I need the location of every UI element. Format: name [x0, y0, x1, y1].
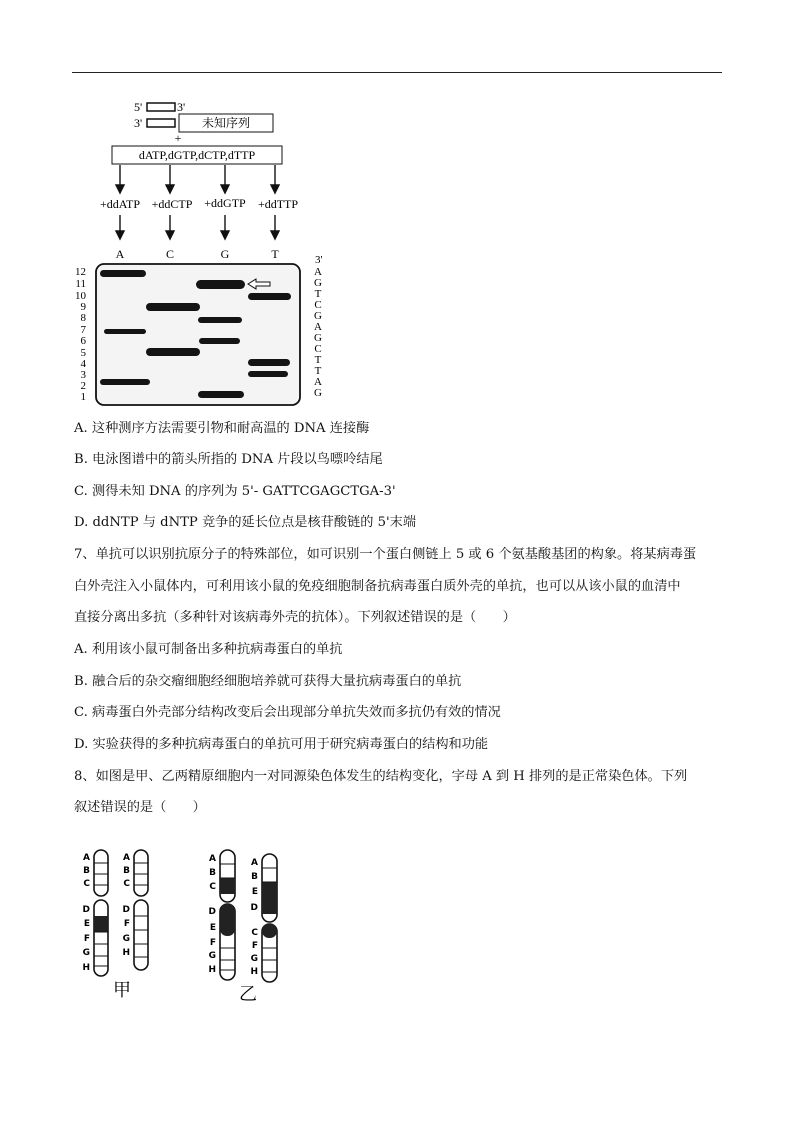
q6-option-d: D. ddNTP 与 dNTP 竞争的延长位点是核苷酸链的 5'末端 [74, 515, 417, 530]
band-c-9 [146, 303, 200, 311]
svg-text:G: G [314, 277, 322, 289]
dntp-label: dATP,dGTP,dCTP,dTTP [138, 148, 256, 162]
plus-sign: + [174, 131, 182, 145]
yi-chromosome-1 [220, 850, 235, 980]
unknown-sequence-label: 未知序列 [201, 116, 251, 130]
q7-stem-line-1: 7、单抗可以识别抗原分子的特殊部位，如可识别一个蛋白侧链上 5 或 6 个氨基酸基团的构象。将某病毒蛋 [74, 547, 697, 562]
svg-text:A: A [314, 266, 322, 278]
yi-c2-letters [250, 858, 258, 977]
svg-text:F: F [83, 934, 90, 944]
svg-text:D: D [208, 907, 216, 917]
q8-stem-line-1: 8、如图是甲、乙两精原细胞内一对同源染色体发生的结构变化，字母 A 到 H 排列的是正常染色体。下列 [74, 769, 688, 784]
svg-text:C: C [251, 928, 258, 938]
band-t-3 [248, 371, 288, 377]
chromosome-figure [76, 840, 296, 1010]
q7-option-c: C. 病毒蛋白外壳部分结构改变后会出现部分单抗失效而多抗仍有效的情况 [74, 705, 501, 720]
svg-text:H: H [122, 948, 130, 958]
svg-text:T: T [314, 365, 322, 377]
svg-text:T: T [314, 288, 322, 300]
row-numbers [75, 266, 87, 403]
svg-text:A: A [209, 854, 216, 864]
band-c-5 [146, 348, 200, 356]
lane-label-a: A [115, 247, 125, 261]
primer-3-label: 3' [177, 100, 186, 114]
svg-text:C: C [314, 299, 322, 311]
svg-text:F: F [251, 941, 258, 951]
dd-label-g: +ddGTP [204, 196, 246, 210]
svg-text:A: A [314, 376, 322, 388]
svg-text:C: C [209, 882, 216, 892]
svg-text:7: 7 [80, 324, 86, 336]
svg-text:G: G [208, 951, 216, 961]
lane-label-g: G [220, 247, 230, 261]
svg-text:9: 9 [80, 301, 86, 313]
jia-c1-letters [82, 853, 90, 973]
svg-text:G: G [314, 310, 322, 322]
svg-text:A: A [314, 321, 322, 333]
q7-option-a: A. 利用该小鼠可制备出多种抗病毒蛋白的单抗 [74, 642, 343, 657]
lane-label-c: C [165, 247, 175, 261]
svg-text:11: 11 [75, 278, 86, 290]
svg-text:C: C [83, 879, 90, 889]
right-sequence [314, 266, 322, 399]
q6-option-a: A. 这种测序方法需要引物和耐高温的 DNA 连接酶 [74, 421, 370, 436]
template-known-strand [147, 119, 175, 127]
svg-text:C: C [123, 879, 130, 889]
svg-text:H: H [250, 967, 258, 977]
right-3-label: 3' [315, 254, 323, 266]
svg-text:2: 2 [80, 380, 86, 392]
band-g-7 [199, 338, 240, 344]
svg-text:A: A [83, 853, 90, 863]
label-jia: 甲 [113, 980, 131, 1000]
svg-text:H: H [82, 963, 90, 973]
primer-strand [147, 103, 175, 111]
svg-text:10: 10 [75, 290, 86, 302]
lane-label-t: T [271, 247, 279, 261]
band-a-6 [104, 329, 146, 334]
arrows-bottom [116, 215, 279, 239]
band-g-11 [196, 280, 245, 289]
dd-label-a: +ddATP [99, 197, 141, 211]
svg-text:G: G [250, 954, 258, 964]
band-t-10 [248, 293, 291, 300]
svg-text:T: T [314, 354, 322, 366]
svg-text:1: 1 [80, 391, 86, 403]
svg-text:5: 5 [80, 347, 86, 359]
svg-text:E: E [209, 923, 216, 933]
jia-chromosome-2 [134, 850, 148, 970]
q6-option-b: B. 电泳图谱中的箭头所指的 DNA 片段以鸟嘌呤结尾 [74, 452, 383, 467]
band-g-1 [198, 391, 244, 398]
svg-text:A: A [123, 853, 130, 863]
label-yi: 乙 [239, 984, 257, 1004]
svg-text:D: D [82, 905, 90, 915]
svg-text:C: C [314, 343, 322, 355]
jia-c2-letters [122, 853, 130, 958]
band-t-4 [248, 359, 290, 366]
dd-label-c: +ddCTP [151, 197, 193, 211]
svg-text:8: 8 [80, 312, 86, 324]
sequencing-figure [75, 95, 340, 410]
svg-text:G: G [314, 387, 322, 399]
band-a-12 [100, 270, 146, 277]
q6-option-c: C. 测得未知 DNA 的序列为 5'- GATTCGAGCTGA-3' [74, 484, 396, 499]
q7-stem-line-2: 白外壳注入小鼠体内，可利用该小鼠的免疫细胞制备抗病毒蛋白质外壳的单抗，也可以从该小鼠的血清中 [74, 579, 681, 594]
svg-text:4: 4 [80, 358, 86, 370]
yi-c1-letters [208, 854, 216, 975]
svg-text:E: E [83, 919, 90, 929]
svg-text:G: G [82, 948, 90, 958]
svg-text:B: B [251, 872, 258, 882]
q8-stem-line-2: 叙述错误的是（ ） [74, 800, 206, 815]
primer-5-label: 5' [134, 100, 143, 114]
svg-text:F: F [123, 919, 130, 929]
svg-text:H: H [208, 965, 216, 975]
template-3-label: 3' [134, 116, 143, 130]
svg-text:3: 3 [80, 369, 86, 381]
svg-text:B: B [209, 868, 216, 878]
svg-text:E: E [251, 887, 258, 897]
svg-text:F: F [209, 938, 216, 948]
svg-text:D: D [122, 905, 130, 915]
svg-text:B: B [83, 866, 90, 876]
svg-text:B: B [123, 866, 130, 876]
yi-chromosome-2 [262, 854, 277, 982]
svg-text:D: D [250, 903, 258, 913]
svg-text:G: G [122, 934, 130, 944]
q7-stem-line-3: 直接分离出多抗（多种针对该病毒外壳的抗体）。下列叙述错误的是（ ） [74, 610, 516, 625]
svg-text:A: A [251, 858, 258, 868]
svg-text:12: 12 [75, 266, 86, 278]
dd-label-t: +ddTTP [257, 197, 299, 211]
svg-text:G: G [314, 332, 322, 344]
jia-chromosome-1 [94, 850, 108, 976]
arrows-top [116, 165, 279, 193]
header-rule [72, 72, 722, 73]
band-a-2 [100, 379, 150, 385]
q7-option-b: B. 融合后的杂交瘤细胞经细胞培养就可获得大量抗病毒蛋白的单抗 [74, 674, 462, 689]
svg-text:6: 6 [80, 335, 86, 347]
q7-option-d: D. 实验获得的多种抗病毒蛋白的单抗可用于研究病毒蛋白的结构和功能 [74, 737, 489, 752]
band-g-8 [198, 317, 242, 323]
